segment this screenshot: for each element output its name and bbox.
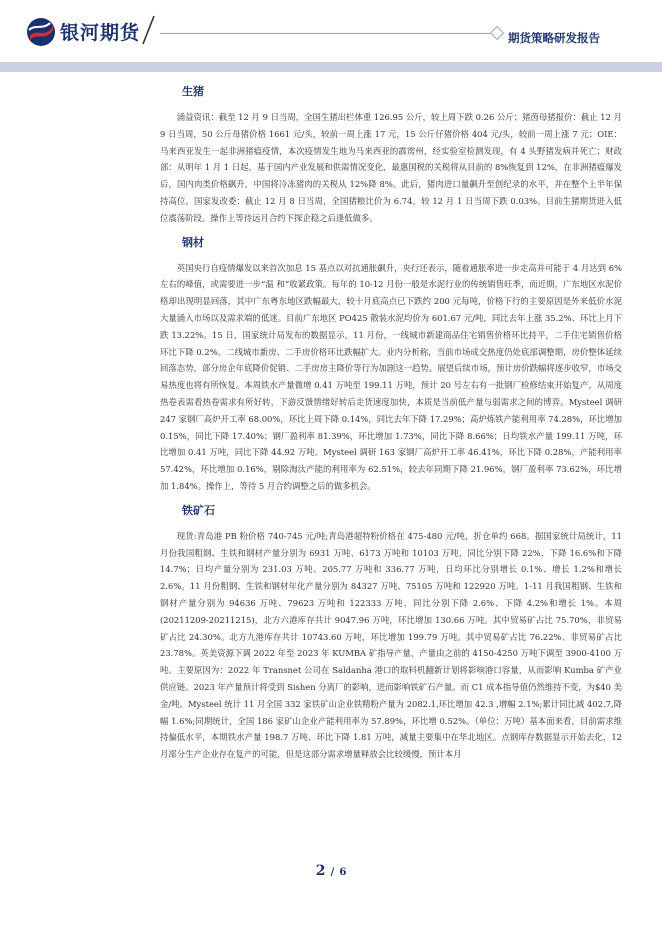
section-title: 铁矿石 (182, 503, 215, 517)
section-paragraph: 现货:青岛港 PB 粉价格 740-745 元/吨;青岛港超特粉价格在 475-480 元/吨，折仓单约 668。据国家统计局统计，11 月份我国粗钢、生铁和钢材产量分别为 6931 万吨、6173 万吨和 10103 万吨，同比分别下降 22%、下降 16.6%和下降 14.7%；日均产量分别为 231.03 万吨、205.77 万吨和 336.77 万吨，日均环比分别增长 0.1%、增长 1.2%和增长 2.6%。11 月份粗钢、生铁和钢材年化产量分别为 84327 万吨、75105 万吨和 122920 万吨。1-11 月我国粗钢、生铁和钢材产量分别为 94636 万吨、79623 万吨和 122333 万吨，同比分别下降 2.6%、下降 4.2%和增长 1%。本周(20211209-20211215)，北方六港库存共计 9047.96 万吨，环比增加 130.66 万吨。其中贸易矿占比 75.70%，非贸易矿占比 24.30%。北方九港库存共计 10743.60 万吨，环比增加 199.79 万吨。其中贸易矿占比 76.22%、非贸易矿占比 23.78%。英美资源下调 2022 年至 2023 年 KUMBA 矿指导产量，产量由之前的 4150-4250 万吨下调至 3900-4100 万吨。主要原因为：2022 年 Transnet 公司在 Saldanha 港口的取料机翻新计划将影响港口容量，从而影响 Kumba 矿产业供应链。2023 年产量预计将受到 Sishen 分离厂的影响，进而影响铁矿石产量。而 C1 成本指导值仍然维持不变，为$40 美金/吨。Mysteel 统计 11 月全国 332 家铁矿山企业铁精粉产量为 2082.1,环比增加 42.3 ,增幅 2.1%;累计同比减 402.7,降幅 1.6%;同期统计，全国 186 家矿山企业产能利用率为 57.89%，环比增 0.52%。（单位：万吨）基本面来看，目前需求维持偏低水平，本期铁水产量 198.7 万吨、环比下降 1.81 万吨，减量主要集中在华北地区。点钢库存数据显示开始去化，12 月部分生产企业存在复产的可能，但是这部分需求增量释放会比较缓慢，预计本月 (160, 530, 622, 760)
header-band (0, 62, 662, 72)
page-header (0, 0, 662, 70)
page-current: 2 (315, 863, 326, 879)
section-iron-ore (160, 503, 622, 763)
header-slash-divider (140, 14, 156, 46)
section-title: 钢材 (182, 235, 204, 249)
report-title: 期货策略研发报告 (508, 31, 600, 45)
page-total: 6 (339, 867, 347, 878)
page-separator: / (330, 867, 335, 878)
report-body (160, 84, 622, 771)
section-paragraph: 英国央行自疫情爆发以来首次加息 15 基点以对抗通胀飙升，央行还表示，随着通胀率进一步走高并可能于 4 月达到 6%左右的峰值，或需要进一步“温 和”收紧政策。每年的 10-12 月份一般是水泥行业的传统销售旺季，而近期，广东地区水泥价格却出现明显回落，其中广东粤东地区跌幅最大，较十月底高点已下跌约 200 元每吨，价格下行的主要原因是外来低价水泥大量涌入市场以及需求端的低迷。目前广东地区 PO425 散装水泥均价为 601.67 元/吨，同比去年上涨 35.2%、环比上月下跌 13.22%。15 日，国家统计局发布的数据显示，11 月份，一线城市新建商品住宅销售价格环比持平，二手住宅销售价格环比下降 0.2%。二线城市新房、二手房价格环比跌幅扩大。业内分析称，当前市场成交热度仍处底部调整期，房价整体延续回落态势，部分房企年底降价促销、二手房房主降价等行为加剧这一趋势。展望后续市场，预计房价跌幅将逐步收窄，市场交易热度也将有所恢复。本周铁水产量微增 0.41 万吨至 199.11 万吨，预计 20 号左右有一批钢厂检修结束开始复产。从周度热卷表需看热卷需求有所好转，下游反馈情绪好转后走货速度加快，本质是当前低产量与弱需求之间的博弈。Mysteel 调研 247 家钢厂高炉开工率 68.00%，环比上周下降 0.14%，同比去年下降 17.29%；高炉炼铁产能利用率 74.28%，环比增加 0.15%，同比下降 17.40%；钢厂盈利率 81.39%，环比增加 1.73%，同比下降 8.66%；日均铁水产量 199.11 万吨，环比增加 0.41 万吨，同比下降 44.92 万吨。Mysteel 调研 163 家钢厂高炉开工率 46.41%，环比下降 0.28%，产能利用率 57.42%，环比增加 0.16%，剔除淘汰产能的利用率为 62.51%，较去年同期下降 21.96%，钢厂盈利率 73.62%，环比增加 1.84%。操作上，等待 5 月合约调整之后的做多机会。 (160, 262, 622, 491)
galaxy-logo-icon (26, 17, 56, 47)
page-number (0, 860, 662, 879)
header-diamond-ornament (490, 26, 504, 40)
section-paragraph: 涌益资讯：截至 12 月 9 日当周，全国生猪出栏体重 126.95 公斤，较上周下跌 0.26 公斤；猪茵母猪报价：截止 12 月 9 日当周，50 公斤母猪价格 1661 元/头，较前一周上涨 17 元，15 公斤仔猪价格 404 元/头，较前一周上涨 7 元；OIE：马来西亚发生一起非洲猪瘟疫情，本次疫情发生地为马来西亚的霹雳州，经实验室检测发现，有 4 头野猪发病并死亡；财政部：从明年 1 月 1 日起，基于国内产业发展和供需情况变化，最惠国税的关税将从目前的 8%恢复到 12%，在非洲猪瘟爆发后，国内肉类价格飙升，中国将冷冻猪肉的关税从 12%降 8%。此后，猪肉进口量飙升至创纪录的水平，并在整个上半年保持高位。国家发改委：截止 12 月 8 日当周，全国猪粮比价为 6.74，较 12 月 1 日当周下跌 0.03%。目前生猪期货进入低位震荡阶段。操作上等待远月合约下探企稳之后逢低做多。 (160, 112, 622, 223)
section-steel (160, 235, 622, 495)
section-hog (160, 84, 622, 227)
header-rule (160, 33, 496, 34)
company-logo-text: 银河期货 (60, 22, 141, 44)
section-title: 生猪 (182, 85, 204, 98)
